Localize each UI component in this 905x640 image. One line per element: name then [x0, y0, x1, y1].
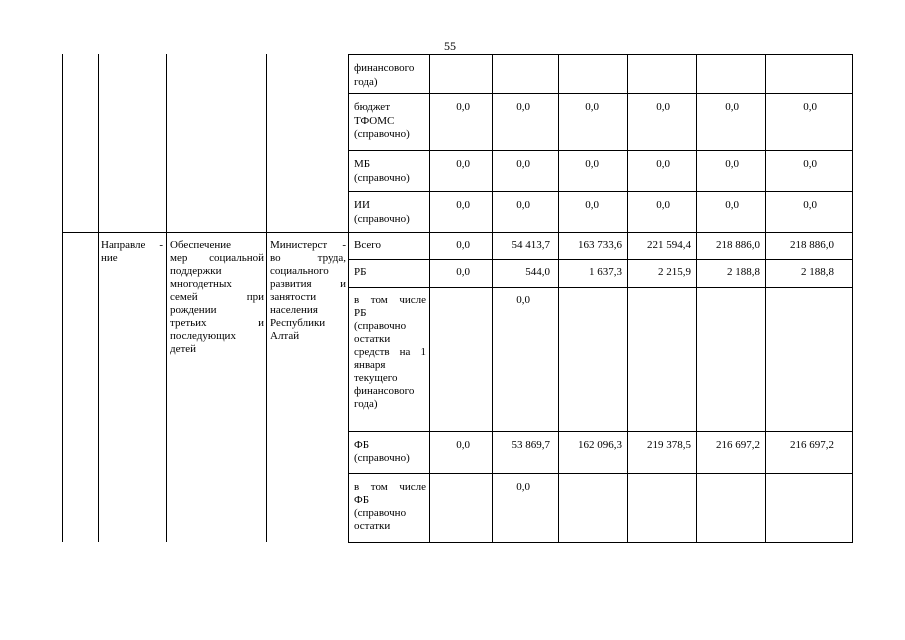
value-cell: 0,0 [656, 101, 670, 113]
value-cell: 53 869,7 [511, 439, 550, 451]
row-label-line: остатки [354, 520, 391, 532]
value-cell: 0,0 [725, 199, 739, 211]
value-cell: 1 637,3 [589, 266, 622, 278]
grid-line [765, 54, 766, 543]
value-cell: 0,0 [803, 101, 817, 113]
grid-line [348, 259, 853, 260]
value-cell: 162 096,3 [578, 439, 622, 451]
measure-name-line: семей при [170, 291, 264, 303]
row-label-line: года) [354, 398, 378, 410]
value-cell: 544,0 [525, 266, 550, 278]
row-label-line: текущего [354, 372, 398, 384]
grid-line [62, 54, 63, 542]
row-label: Всего [354, 239, 381, 251]
measure-name-line: поддержки [170, 265, 222, 277]
value-cell: 219 378,5 [647, 439, 691, 451]
value-cell: 0,0 [585, 101, 599, 113]
value-cell: 0,0 [456, 266, 470, 278]
value-cell: 163 733,6 [578, 239, 622, 251]
grid-line [98, 54, 99, 542]
value-cell: 0,0 [516, 101, 530, 113]
grid-line [166, 54, 167, 542]
value-cell: 0,0 [516, 481, 530, 493]
row-label: МБ (справочно) [354, 158, 410, 184]
value-cell: 0,0 [585, 199, 599, 211]
measure-name-line: последующих [170, 330, 236, 342]
grid-line [429, 54, 430, 543]
value-cell: 0,0 [656, 199, 670, 211]
grid-line [266, 54, 267, 542]
value-cell: 0,0 [725, 101, 739, 113]
value-cell: 0,0 [456, 239, 470, 251]
row-label-line: ФБ [354, 494, 370, 506]
grid-line [348, 191, 853, 192]
grid-line [558, 54, 559, 543]
row-label: бюджет ТФОМС (справочно) [354, 101, 410, 140]
value-cell: 216 697,2 [790, 439, 834, 451]
value-cell: 0,0 [803, 199, 817, 211]
value-cell: 2 215,9 [658, 266, 691, 278]
grid-line [348, 54, 853, 55]
measure-type-cont: ние [101, 252, 118, 264]
value-cell: 54 413,7 [511, 239, 550, 251]
value-cell: 0,0 [456, 199, 470, 211]
row-label-line: финансового [354, 385, 415, 397]
grid-line [627, 54, 628, 543]
value-cell: 0,0 [456, 439, 470, 451]
measure-name-line: Обеспечение [170, 239, 231, 251]
measure-name-line: многодетных [170, 278, 232, 290]
grid-line [852, 54, 853, 543]
executor-line: Алтай [270, 330, 300, 342]
executor-line: Республики [270, 317, 326, 329]
value-cell: 0,0 [456, 101, 470, 113]
row-label-line: (справочно [354, 320, 407, 332]
measure-name-line: мер социальной [170, 252, 264, 264]
value-cell: 0,0 [725, 158, 739, 170]
value-cell: 216 697,2 [716, 439, 760, 451]
executor-line: социального [270, 265, 329, 277]
executor-line: развития и [270, 278, 346, 290]
value-cell: 0,0 [656, 158, 670, 170]
value-cell: 218 886,0 [790, 239, 834, 251]
value-cell: 0,0 [516, 158, 530, 170]
row-label: РБ [354, 266, 367, 278]
value-cell: 0,0 [516, 199, 530, 211]
measure-type: Направле - [101, 239, 163, 251]
grid-line [348, 287, 853, 288]
grid-line [348, 150, 853, 151]
row-label: ИИ (справочно) [354, 199, 410, 225]
value-cell: 2 188,8 [801, 266, 834, 278]
executor-line: занятости [270, 291, 317, 303]
measure-name-line: рождении [170, 304, 217, 316]
grid-line [348, 54, 349, 542]
executor-line: Министерст - [270, 239, 346, 251]
row-label: финансового года) [354, 62, 415, 88]
value-cell: 0,0 [803, 158, 817, 170]
value-cell: 0,0 [516, 294, 530, 306]
executor-line: во труда, [270, 252, 346, 264]
measure-name-line: третьих и [170, 317, 264, 329]
value-cell: 0,0 [585, 158, 599, 170]
grid-line [348, 93, 853, 94]
value-cell: 2 188,8 [727, 266, 760, 278]
grid-line [348, 542, 853, 543]
row-label-line: остатки [354, 333, 391, 345]
row-label-line: средств на 1 [354, 346, 426, 358]
row-label-line: (справочно) [354, 452, 410, 464]
row-label-line: в том числе [354, 294, 426, 306]
row-label-line: в том числе [354, 481, 426, 493]
row-label-line: ФБ [354, 439, 370, 451]
grid-line [62, 232, 853, 233]
grid-line [696, 54, 697, 543]
value-cell: 218 886,0 [716, 239, 760, 251]
row-label-line: января [354, 359, 386, 371]
value-cell: 221 594,4 [647, 239, 691, 251]
executor-line: населения [270, 304, 318, 316]
value-cell: 0,0 [456, 158, 470, 170]
row-label-line: РБ [354, 307, 367, 319]
grid-line [348, 431, 853, 432]
page-number: 55 [444, 39, 456, 53]
row-label-line: (справочно [354, 507, 407, 519]
measure-name-line: детей [170, 343, 197, 355]
grid-line [348, 473, 853, 474]
